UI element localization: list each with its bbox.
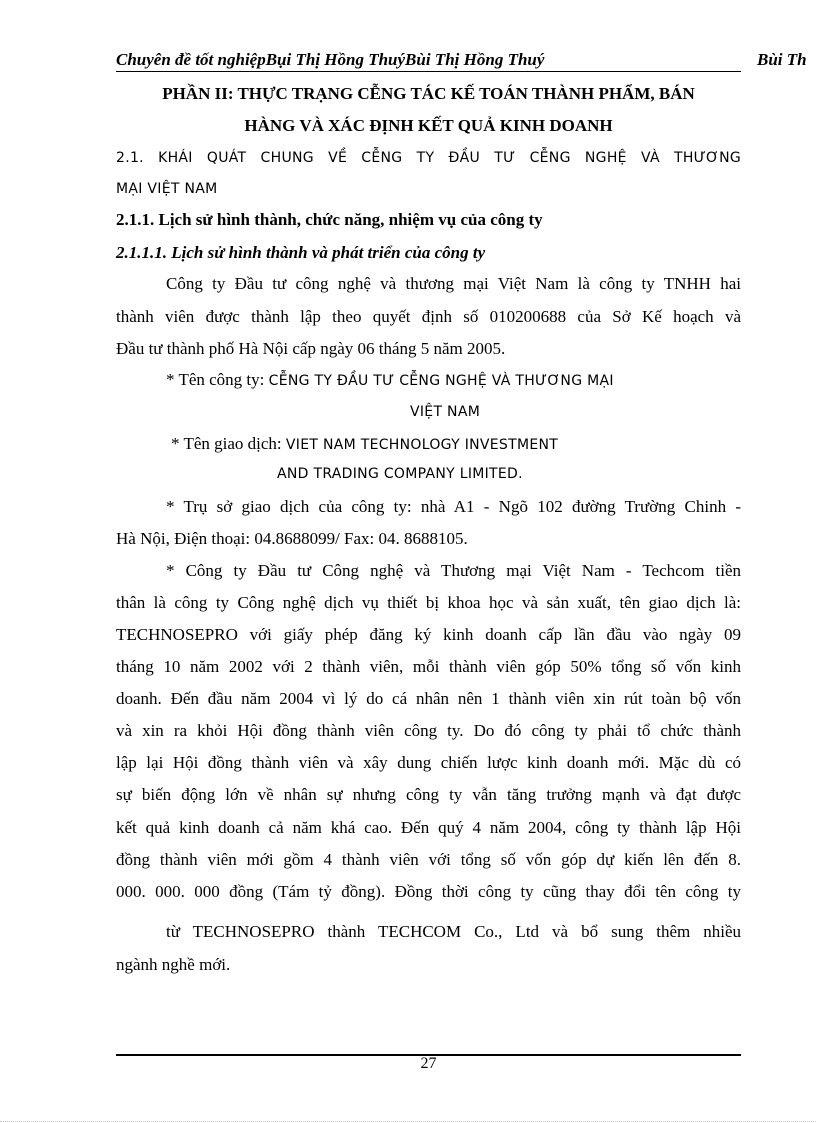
para-2-line-11: 000. 000. 000 đồng (Tám tỷ đồng). Đồng thời công ty cũng thay đổi tên công ty: [116, 882, 741, 901]
trade-name-label: * Tên giao dịch:: [171, 434, 286, 453]
running-header-left: Chuyên đề tốt nghiệpBụi Thị Hồng ThuýBùi Thị Hồng Thuý: [116, 50, 545, 69]
para-2-line-3: TECHNOSEPRO với giấy phép đăng ký kinh doanh cấp lần đầu vào ngày 09: [116, 625, 741, 644]
trade-name-value-line-2: AND TRADING COMPANY LIMITED.: [277, 466, 523, 482]
heading-2-1-1: 2.1.1. Lịch sử hình thành, chức năng, nhiệm vụ của công ty: [116, 210, 543, 229]
heading-2-1-line-1: 2.1. KHÁI QUÁT CHUNG VỀ CỄNG TY ĐẦU TƯ CỄNG NGHỆ VÀ THƯƠNG: [116, 150, 741, 166]
section-title-line-2: HÀNG VÀ XÁC ĐỊNH KẾT QUẢ KINH DOANH: [244, 116, 613, 135]
company-name-row: [166, 370, 614, 390]
heading-2-1-line-2: MẠI VIỆT NAM: [116, 181, 218, 197]
para-3-line-2: ngành nghề mới.: [116, 955, 231, 974]
para-2-line-7: lập lại Hội đồng thành viên và xây dung chiến lược kinh doanh mới. Mặc dù có: [116, 753, 741, 772]
trade-name-row: [171, 434, 558, 454]
para-2-line-6: và xin ra khỏi Hội đồng thành viên công ty. Do đó công ty phải tổ chức thành: [116, 721, 741, 740]
page-edge-divider: [0, 1121, 816, 1122]
para-2-line-2: thân là công ty Công nghệ dịch vụ thiết bị khoa học và sản xuất, tên giao dịch là:: [116, 593, 741, 612]
para-2-line-9: kết quả kinh doanh cả năm khá cao. Đến quý 4 năm 2004, công ty thành lập Hội: [116, 818, 741, 837]
head-office-line-2: Hà Nội, Điện thoại: 04.8688099/ Fax: 04. 8688105.: [116, 529, 468, 548]
para-2-line-8: sự biến động lớn về nhân sự nhưng công ty vẫn tăng trưởng mạnh và đạt được: [116, 785, 741, 804]
trade-name-value: VIET NAM TECHNOLOGY INVESTMENT: [285, 437, 559, 453]
running-header-right: Bùi Th: [757, 50, 807, 69]
para-1-line-3: Đầu tư thành phố Hà Nội cấp ngày 06 tháng 5 năm 2005.: [116, 339, 506, 358]
para-2-line-10: đồng thành viên mới gồm 4 thành viên với tổng số vốn góp dự kiến lên đến 8.: [116, 850, 741, 869]
header-rule: [116, 71, 741, 72]
para-1-line-2: thành viên được thành lập theo quyết định số 010200688 của Sở Kế hoạch và: [116, 307, 741, 326]
para-2-line-1: * Công ty Đầu tư Công nghệ và Thương mại Việt Nam - Techcom tiền: [166, 561, 741, 580]
heading-2-1-1-1: 2.1.1.1. Lịch sử hình thành và phát triển của công ty: [116, 243, 486, 262]
para-2-line-4: tháng 10 năm 2002 với 2 thành viên, mỗi thành viên góp 50% tổng số vốn kinh: [116, 657, 741, 676]
page-number: 27: [420, 1055, 437, 1072]
company-name-value: CỄNG TY ĐẦU TƯ CỄNG NGHỆ VÀ THƯƠNG MẠI: [268, 373, 614, 389]
para-1-line-1: Công ty Đầu tư công nghệ và thương mại Việt Nam là công ty TNHH hai: [166, 274, 741, 293]
head-office-line-1: * Trụ sở giao dịch của công ty: nhà A1 - Ngõ 102 đường Trường Chinh -: [166, 497, 741, 516]
para-3-line-1: từ TECHNOSEPRO thành TECHCOM Co., Ltd và bổ sung thêm nhiều: [166, 922, 741, 941]
company-name-label: * Tên công ty:: [166, 370, 269, 389]
section-title-line-1: PHẦN II: THỰC TRẠNG CỄNG TÁC KẾ TOÁN THÀNH PHẨM, BÁN: [162, 84, 695, 103]
para-2-line-5: doanh. Đến đầu năm 2004 vì lý do cá nhân nên 1 thành viên xin rút toàn bộ vốn: [116, 689, 741, 708]
company-name-value-line-2: VIỆT NAM: [410, 404, 481, 420]
